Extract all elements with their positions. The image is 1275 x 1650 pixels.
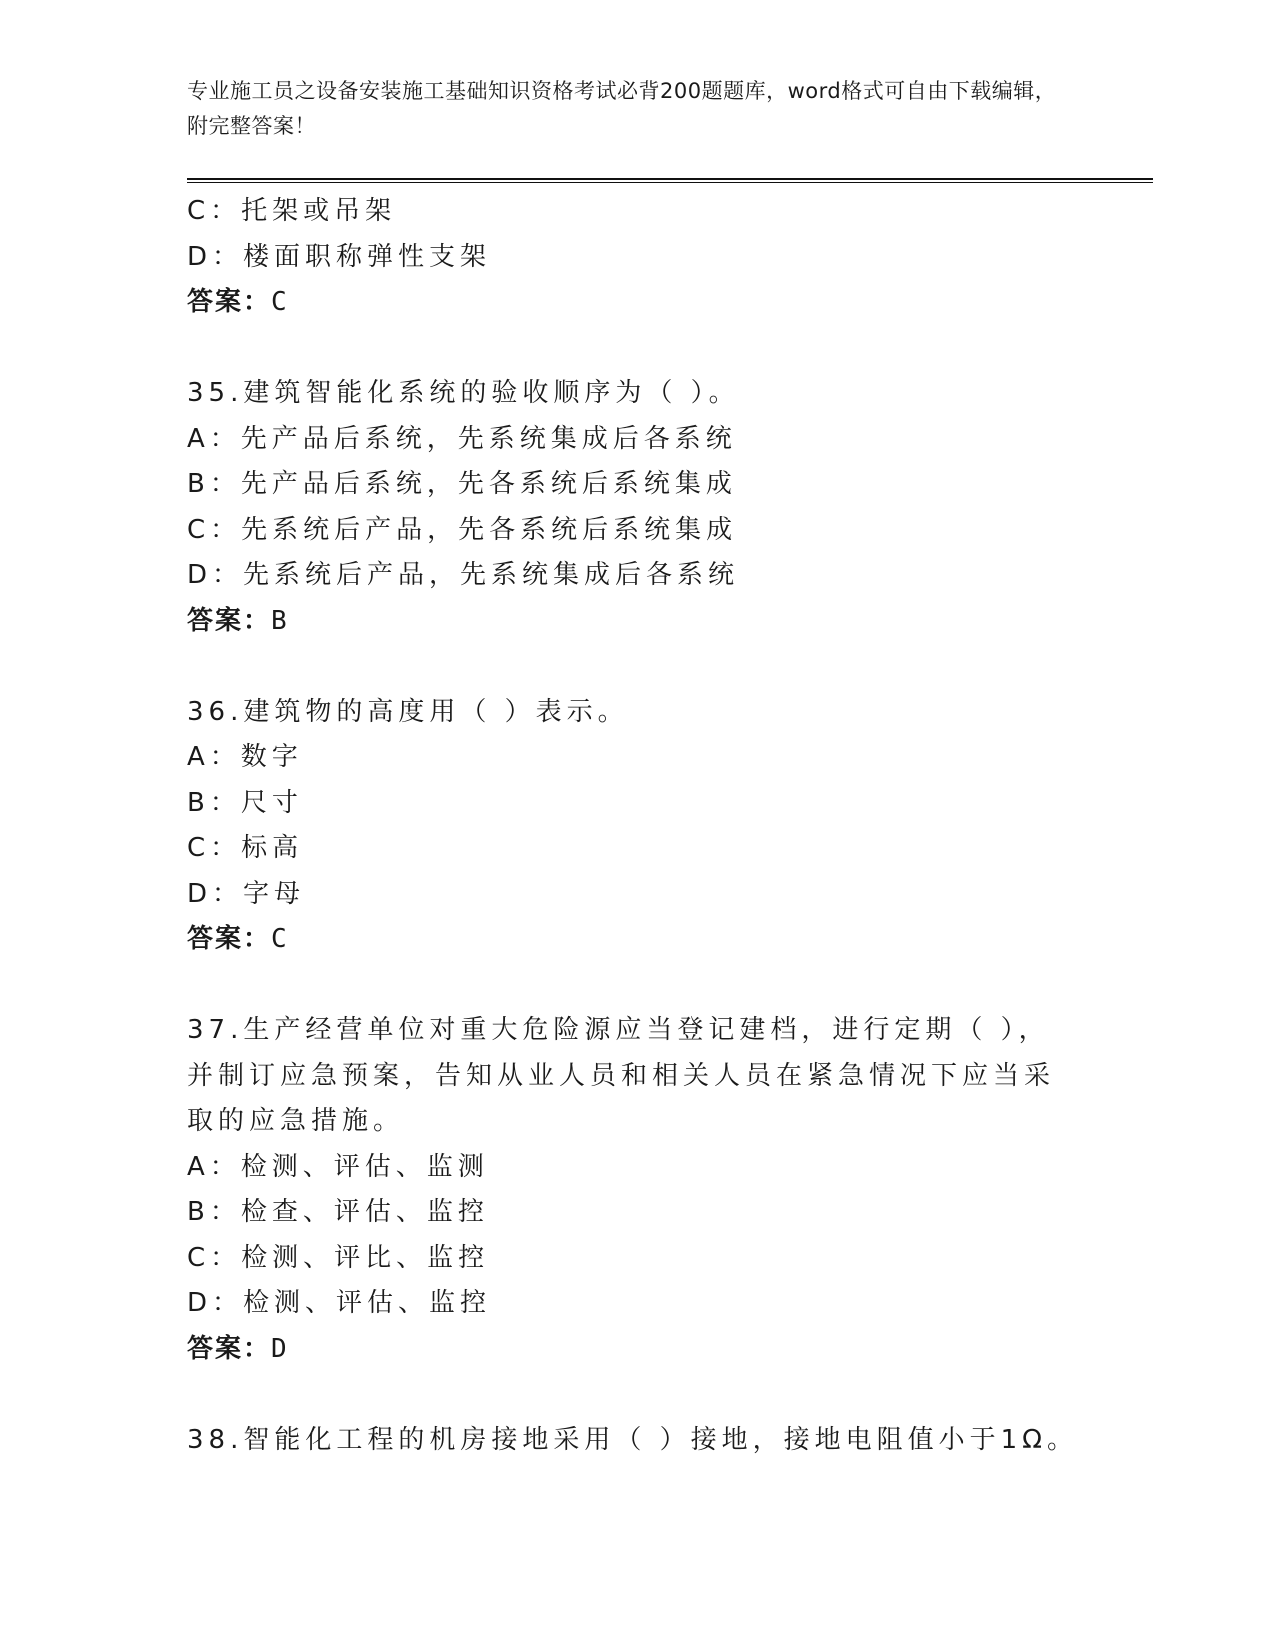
option-line: A：数字 bbox=[187, 742, 303, 772]
answer-label: 答案： bbox=[187, 287, 272, 317]
question-text: 35.建筑智能化系统的验收顺序为（ ）。 bbox=[187, 378, 740, 408]
answer-value: B bbox=[271, 605, 289, 636]
spacer bbox=[187, 644, 1067, 690]
answer-label: 答案： bbox=[187, 1333, 272, 1364]
question-text: 37.生产经营单位对重大危险源应当登记建档，进行定期（ ），并制订应急预案，告知从业人员和相关人员在紧急情况下应当采取的应急措施。 bbox=[187, 1015, 1056, 1136]
answer-line bbox=[187, 1327, 1067, 1373]
option-line: C：托架或吊架 bbox=[187, 196, 397, 226]
option-line: B：先产品后系统，先各系统后系统集成 bbox=[187, 469, 737, 499]
spacer bbox=[187, 326, 1067, 372]
header-rule-thick bbox=[187, 178, 1153, 180]
answer-line bbox=[187, 599, 1067, 645]
question-text: 36.建筑物的高度用（ ）表示。 bbox=[187, 696, 629, 727]
option-line: A：检测、评估、监测 bbox=[187, 1151, 489, 1182]
header-rule-thin bbox=[187, 182, 1153, 183]
answer-line bbox=[187, 917, 1067, 963]
answer-label: 答案： bbox=[187, 605, 272, 636]
option-line: C：标高 bbox=[187, 833, 304, 863]
question-text: 38.智能化工程的机房接地采用（ ）接地，接地电阻值小于1Ω。 bbox=[187, 1424, 1079, 1455]
option-line: B：检查、评估、监控 bbox=[187, 1197, 489, 1227]
option-line: D：先系统后产品，先系统集成后各系统 bbox=[187, 560, 740, 590]
option-line: D：字母 bbox=[187, 878, 306, 909]
answer-value: D bbox=[271, 1333, 289, 1364]
option-line: D：楼面职称弹性支架 bbox=[187, 241, 492, 272]
option-line: C：检测、评比、监控 bbox=[187, 1242, 490, 1273]
option-line: C：先系统后产品，先各系统后系统集成 bbox=[187, 514, 738, 545]
spacer bbox=[187, 1372, 1067, 1418]
answer-value: C bbox=[271, 924, 289, 954]
option-line: D：检测、评估、监控 bbox=[187, 1288, 492, 1318]
question-content bbox=[187, 189, 1079, 1463]
option-line: A：先产品后系统，先系统集成后各系统 bbox=[187, 423, 737, 454]
answer-line bbox=[187, 280, 1067, 326]
document-header: 专业施工员之设备安装施工基础知识资格考试必背200题题库，word格式可自由下载编辑，附完整答案！ bbox=[187, 79, 1057, 138]
spacer bbox=[187, 963, 1067, 1009]
option-line: B：尺寸 bbox=[187, 787, 303, 818]
answer-label: 答案： bbox=[187, 924, 272, 954]
answer-value: C bbox=[271, 287, 289, 317]
